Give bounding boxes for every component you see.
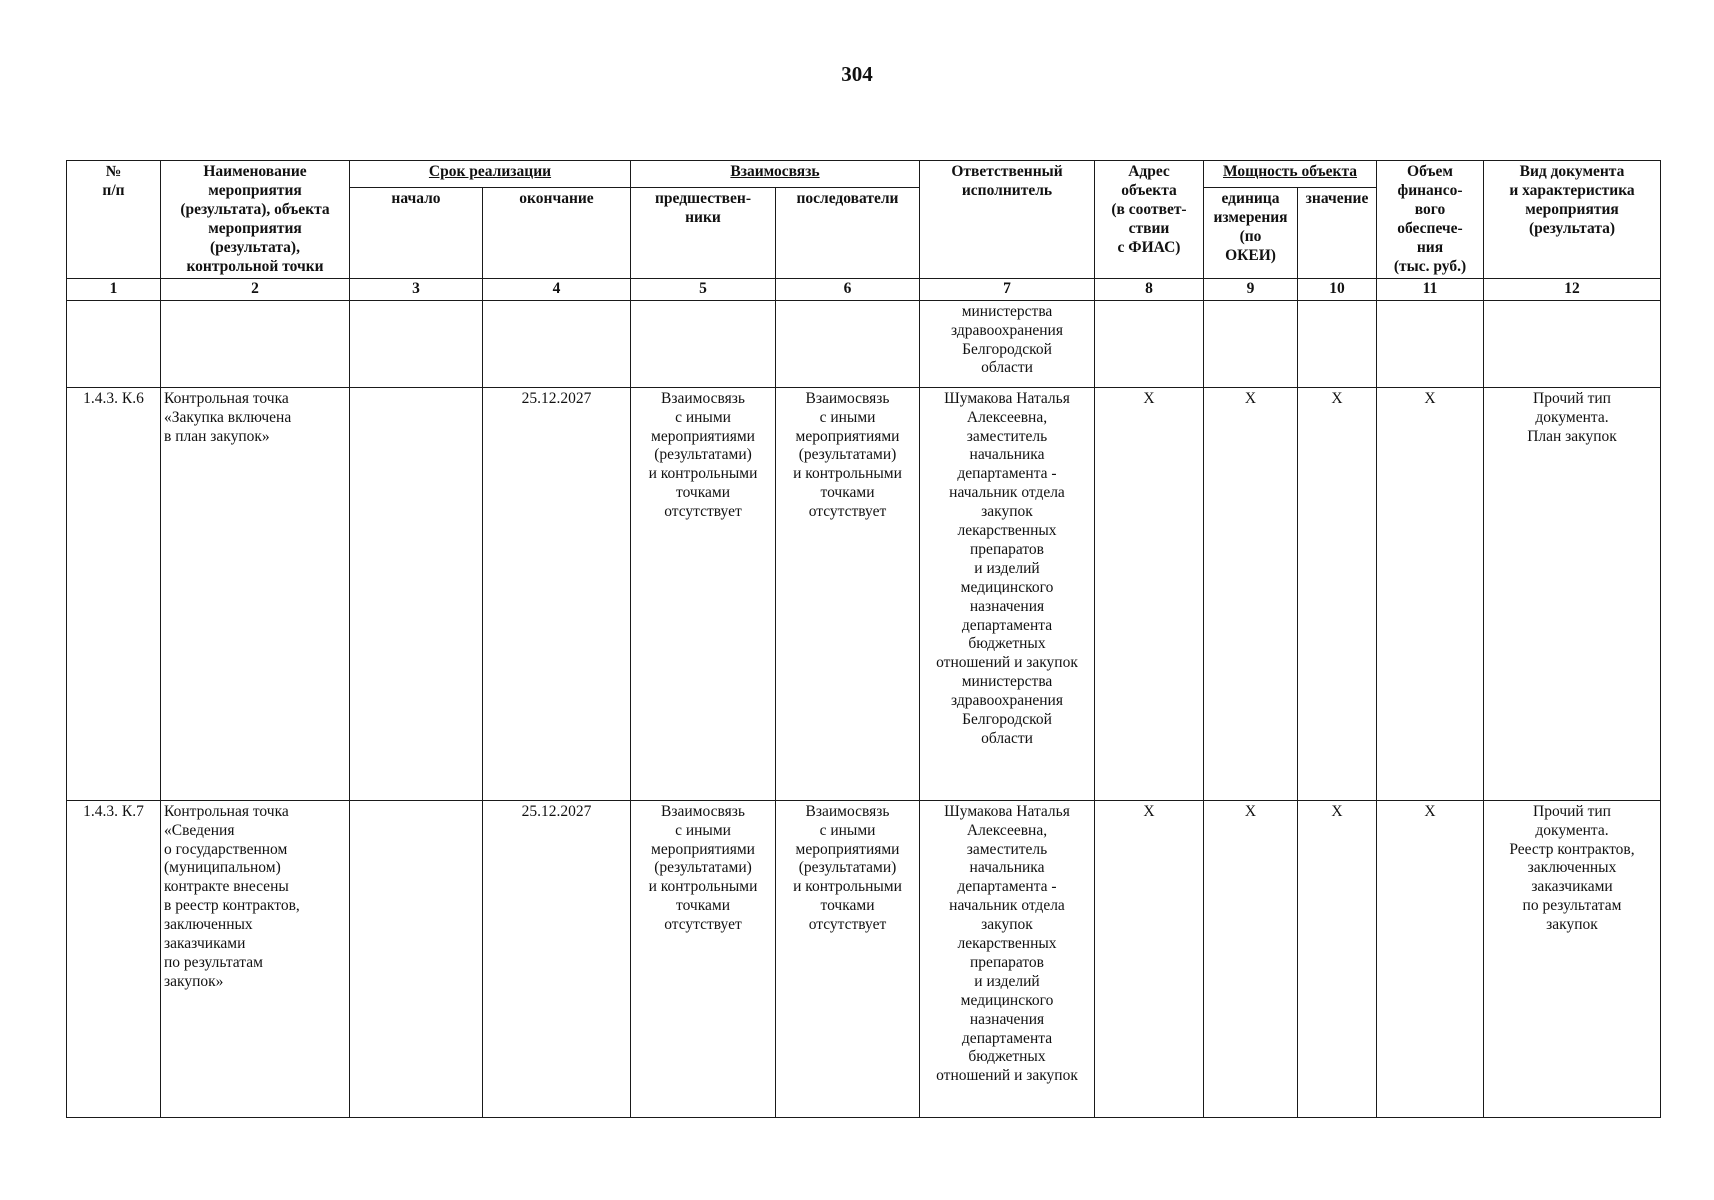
header-responsible: Ответственный исполнитель <box>920 161 1095 279</box>
header-relation-pred: предшествен- ники <box>631 188 776 279</box>
cell-succ <box>776 300 920 387</box>
column-number: 9 <box>1204 279 1298 300</box>
cell-finance: Х <box>1377 387 1484 800</box>
header-row-1 <box>67 161 1661 188</box>
column-number: 1 <box>67 279 161 300</box>
cell-end <box>483 300 631 387</box>
page-number: 304 <box>841 62 873 86</box>
cell-doc: Прочий тип документа. План закупок <box>1484 387 1661 800</box>
header-name: Наименование мероприятия (результата), объекта мероприятия (результата), контрольной точки <box>161 161 350 279</box>
cell-address <box>1095 300 1204 387</box>
cell-value <box>1298 300 1377 387</box>
cell-num: 1.4.3. К.7 <box>67 800 161 1117</box>
cell-pred <box>631 300 776 387</box>
column-number: 4 <box>483 279 631 300</box>
header-term-end: окончание <box>483 188 631 279</box>
table-row-k7 <box>67 800 1661 1117</box>
cell-end: 25.12.2027 <box>483 800 631 1117</box>
cell-num: 1.4.3. К.6 <box>67 387 161 800</box>
cell-address: Х <box>1095 387 1204 800</box>
column-number: 6 <box>776 279 920 300</box>
cell-unit <box>1204 300 1298 387</box>
cell-pred: Взаимосвязь с иными мероприятиями (результатами) и контрольными точками отсутствует <box>631 800 776 1117</box>
cell-unit: Х <box>1204 800 1298 1117</box>
cell-unit: Х <box>1204 387 1298 800</box>
cell-value: Х <box>1298 387 1377 800</box>
header-capacity-unit: единица измерения (по ОКЕИ) <box>1204 188 1298 279</box>
column-number: 11 <box>1377 279 1484 300</box>
plan-table <box>66 160 1661 1118</box>
column-number: 7 <box>920 279 1095 300</box>
header-term-group: Срок реализации <box>350 161 631 188</box>
cell-finance: Х <box>1377 800 1484 1117</box>
cell-end: 25.12.2027 <box>483 387 631 800</box>
cell-start <box>350 300 483 387</box>
column-number: 5 <box>631 279 776 300</box>
column-number: 12 <box>1484 279 1661 300</box>
cell-name: Контрольная точка «Сведения о государственном (муниципальном) контракте внесены в реестр контрактов, заключенных заказчиками по результатам закупок» <box>161 800 350 1117</box>
cell-address: Х <box>1095 800 1204 1117</box>
header-num: № п/п <box>67 161 161 279</box>
cell-doc: Прочий тип документа. Реестр контрактов, заключенных заказчиками по результатам закупок <box>1484 800 1661 1117</box>
column-number-row <box>67 279 1661 300</box>
cell-pred: Взаимосвязь с иными мероприятиями (результатами) и контрольными точками отсутствует <box>631 387 776 800</box>
header-capacity-value: значение <box>1298 188 1377 279</box>
header-address: Адрес объекта (в соответ- ствии с ФИАС) <box>1095 161 1204 279</box>
cell-name <box>161 300 350 387</box>
cell-responsible: Шумакова Наталья Алексеевна, заместитель начальника департамента - начальник отдела закупок лекарственных препаратов и изделий медицинского назначения департамента бюджетных отношений и закупок министерства здравоохранения Белгородской области <box>920 387 1095 800</box>
table-row-continuation <box>67 300 1661 387</box>
cell-responsible: Шумакова Наталья Алексеевна, заместитель начальника департамента - начальник отдела закупок лекарственных препаратов и изделий медицинского назначения департамента бюджетных отношений и закупок <box>920 800 1095 1117</box>
header-relation-succ: последователи <box>776 188 920 279</box>
cell-finance <box>1377 300 1484 387</box>
header-capacity-group: Мощность объекта <box>1204 161 1377 188</box>
header-relation-group: Взаимосвязь <box>631 161 920 188</box>
header-term-start: начало <box>350 188 483 279</box>
cell-doc <box>1484 300 1661 387</box>
cell-name: Контрольная точка «Закупка включена в план закупок» <box>161 387 350 800</box>
cell-value: Х <box>1298 800 1377 1117</box>
cell-succ: Взаимосвязь с иными мероприятиями (результатами) и контрольными точками отсутствует <box>776 800 920 1117</box>
column-number: 3 <box>350 279 483 300</box>
column-number: 8 <box>1095 279 1204 300</box>
cell-start <box>350 800 483 1117</box>
cell-responsible: министерства здравоохранения Белгородской области <box>920 300 1095 387</box>
cell-start <box>350 387 483 800</box>
cell-num <box>67 300 161 387</box>
column-number: 10 <box>1298 279 1377 300</box>
cell-succ: Взаимосвязь с иными мероприятиями (результатами) и контрольными точками отсутствует <box>776 387 920 800</box>
table-row-k6 <box>67 387 1661 800</box>
column-number: 2 <box>161 279 350 300</box>
header-finance: Объем финансо- вого обеспече- ния (тыс. руб.) <box>1377 161 1484 279</box>
header-doc-type: Вид документа и характеристика мероприятия (результата) <box>1484 161 1661 279</box>
